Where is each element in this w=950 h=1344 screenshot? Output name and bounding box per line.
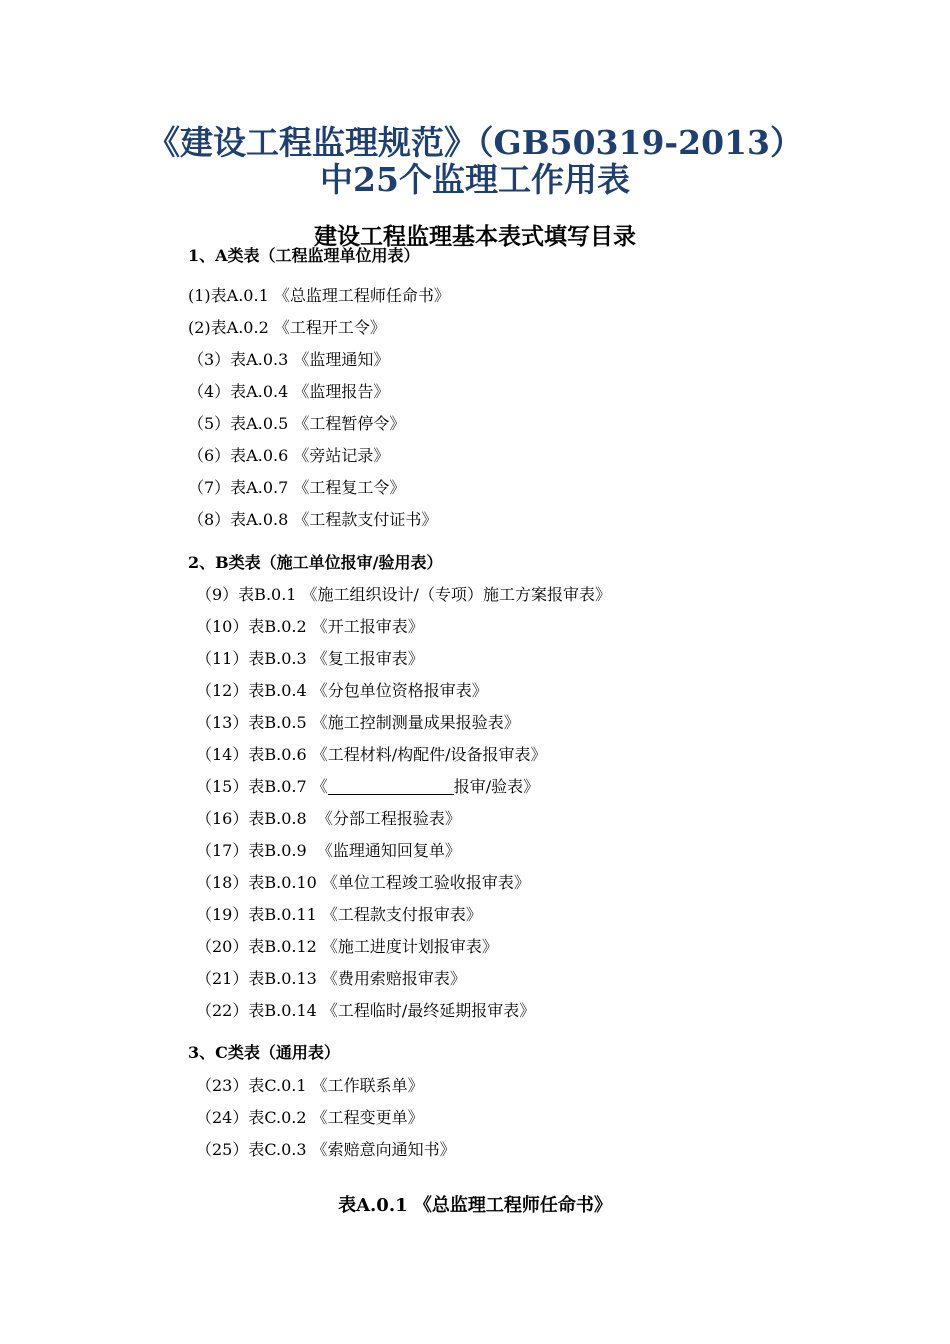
list-item: （10）表B.0.2 《开工报审表》 (196, 617, 424, 636)
list-item: （21）表B.0.13 《费用索赔报审表》 (196, 969, 466, 988)
list-item: （17）表B.0.9 《监理通知回复单》 (196, 841, 461, 860)
list-item: （8）表A.0.8 《工程款支付证书》 (188, 510, 438, 529)
list-item: （7）表A.0.7 《工程复工令》 (188, 478, 406, 497)
list-item: (1)表A.0.1 《总监理工程师任命书》 (188, 286, 450, 305)
blank-underline (328, 777, 454, 795)
list-item: （16）表B.0.8 《分部工程报验表》 (196, 809, 461, 828)
list-item: （22）表B.0.14 《工程临时/最终延期报审表》 (196, 1001, 536, 1020)
list-item: （23）表C.0.1 《工作联系单》 (196, 1076, 424, 1095)
section-c-heading: 3、C类表（通用表） (188, 1043, 340, 1062)
list-item: （18）表B.0.10 《单位工程竣工验收报审表》 (196, 873, 530, 892)
list-item: （5）表A.0.5 《工程暂停令》 (188, 414, 406, 433)
list-item: （3）表A.0.3 《监理通知》 (188, 350, 390, 369)
list-item: （4）表A.0.4 《监理报告》 (188, 382, 390, 401)
document-subtitle: 建设工程监理基本表式填写目录 (314, 223, 636, 251)
list-item: （9）表B.0.1 《施工组织设计/（专项）施工方案报审表》 (196, 585, 611, 604)
document-title-line2: 中25个监理工作用表 (320, 160, 630, 199)
list-item: （14）表B.0.6 《工程材料/构配件/设备报审表》 (196, 745, 547, 764)
list-item (196, 776, 539, 798)
list-item: （25）表C.0.3 《索赔意向通知书》 (196, 1140, 456, 1159)
list-item: (2)表A.0.2 《工程开工令》 (188, 318, 386, 337)
list-item: （24）表C.0.2 《工程变更单》 (196, 1108, 424, 1127)
item15-suffix: 报审/验表》 (453, 777, 540, 796)
list-item: （11）表B.0.3 《复工报审表》 (196, 649, 424, 668)
document-title-line1: 《建设工程监理规范》（GB50319-2013） (147, 123, 803, 162)
form-title: 表A.0.1 《总监理工程师任命书》 (338, 1195, 612, 1216)
section-a-heading: 1、A类表（工程监理单位用表） (188, 246, 420, 265)
list-item: （12）表B.0.4 《分包单位资格报审表》 (196, 681, 488, 700)
list-item: （6）表A.0.6 《旁站记录》 (188, 446, 390, 465)
item15-prefix: （15）表B.0.7 《 (196, 777, 328, 796)
section-b-heading: 2、B类表（施工单位报审/验用表） (188, 553, 443, 572)
list-item: （19）表B.0.11 《工程款支付报审表》 (196, 905, 482, 924)
list-item: （13）表B.0.5 《施工控制测量成果报验表》 (196, 713, 520, 732)
list-item: （20）表B.0.12 《施工进度计划报审表》 (196, 937, 498, 956)
